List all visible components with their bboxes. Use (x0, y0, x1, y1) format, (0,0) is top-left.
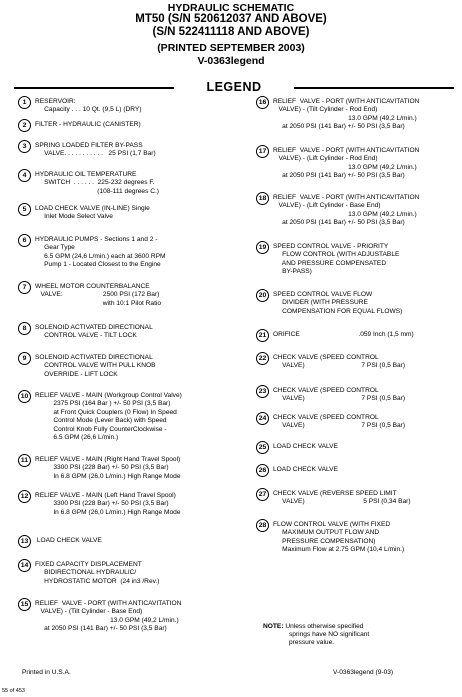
item-text-line: In 6.8 GPM (26,0 L/min.) High Range Mode (35, 472, 181, 480)
legend-title: LEGEND (206, 80, 262, 94)
item-text-line: WHEEL MOTOR COUNTERBALANCE (35, 283, 150, 290)
item-text-line: 13.0 GPM (49,2 L/min.) (273, 210, 417, 218)
item-text-line: FIXED CAPACITY DISPLACEMENT (35, 561, 142, 568)
document-code: V-0363legend (197, 55, 265, 67)
item-text-line: RELIEF VALVE - MAIN (Right Hand Travel Spool) (35, 456, 181, 463)
item-text-line: CHECK VALVE (SPEED CONTROL (273, 387, 379, 394)
printed-date: (PRINTED SEPTEMBER 2003) (157, 42, 305, 54)
item-number-badge: 7 (18, 281, 31, 294)
item-text-line: MAXIMUM OUTPUT FLOW AND (273, 529, 380, 537)
printed-in-label: Printed in U.S.A. (22, 669, 71, 676)
item-text-line: RELIEF VALVE - MAIN (Workgroup Control Valve) (35, 392, 182, 399)
item-number-badge: 23 (256, 385, 269, 398)
item-number-badge: 18 (256, 192, 269, 205)
item-number-badge: 15 (18, 598, 31, 611)
item-text-line: at Front Quick Couplers (0 Flow) In Speed (35, 408, 177, 416)
item-text-line: OVERRIDE - LIFT LOCK (35, 370, 118, 378)
item-number-badge: 19 (256, 241, 269, 254)
item-text-line: FLOW CONTROL VALVE (WITH FIXED (273, 521, 391, 528)
item-text-line: RESERVOIR: (35, 98, 76, 105)
item-number-badge: 17 (256, 145, 269, 158)
legend-heading (14, 80, 454, 94)
item-text-line: VALVE) - (Lift Cylinder - Base End) (273, 202, 381, 210)
item-text-line: 6.5 GPM (26,6 L/min.) (35, 434, 119, 441)
item-number-badge: 8 (18, 322, 31, 335)
item-text-line: 13.0 GPM (49,2 L/min.) (35, 616, 179, 624)
item-text-line: FILTER - HYDRAULIC (CANISTER) (35, 121, 141, 128)
item-number-badge: 6 (18, 234, 31, 247)
item-number-badge: 13 (18, 535, 31, 548)
item-text-line: HYDRAULIC OIL TEMPERATURE (35, 171, 137, 178)
item-text-line: VALVE: 2500 PSI (172 Bar) (35, 291, 160, 299)
item-number-badge: 26 (256, 464, 269, 477)
footer-code: V-0363legend (9-03) (333, 669, 394, 676)
item-text-line: CONTROL VALVE - TILT LOCK (35, 332, 137, 340)
item-number-badge: 21 (256, 329, 269, 342)
item-text-line: Gear Type (35, 244, 75, 252)
item-text-line: RELIEF VALVE - MAIN (Left Hand Travel Spool) (35, 492, 176, 499)
legend-rule-right (294, 87, 454, 89)
item-text-line: In 6.8 GPM (26,0 L/min.) High Range Mode (35, 508, 181, 516)
item-text-line: at 2050 PSI (141 Bar) +/- 50 PSI (3,5 Bar) (273, 219, 405, 227)
item-text-line: CHECK VALVE (SPEED CONTROL (273, 414, 379, 421)
item-text-line: at 2050 PSI (141 Bar) +/- 50 PSI (3,5 Bar) (273, 172, 405, 180)
item-number-badge: 5 (18, 203, 31, 216)
item-number-badge: 28 (256, 519, 269, 532)
item-text-line: SPRING LOADED FILTER BY-PASS (35, 142, 143, 149)
item-number-badge: 24 (256, 412, 269, 425)
item-number-badge: 12 (18, 490, 31, 503)
item-text-line: LOAD CHECK VALVE (IN-LINE) Single (35, 205, 150, 212)
item-number-badge: 27 (256, 488, 269, 501)
item-text-line: ORIFICE .059 Inch (1,5 mm) (273, 331, 414, 338)
item-number-badge: 9 (18, 352, 31, 365)
item-text-line: FLOW CONTROL (WITH ADJUSTABLE (273, 251, 400, 259)
item-text-line: RELIEF VALVE - PORT (WITH ANTICAVITATION (273, 98, 420, 105)
item-text-line: DIVIDER (WITH PRESSURE (273, 299, 368, 307)
item-text-line: SPEED CONTROL VALVE FLOW (273, 291, 373, 298)
item-text-line: Control Mode (Lever Back) with Speed (35, 417, 167, 425)
item-text-line: COMPENSATION FOR EQUAL FLOWS) (273, 307, 403, 315)
item-text-line: AND PRESSURE COMPENSATED (273, 259, 387, 267)
schematic-title: HYDRAULIC SCHEMATIC (167, 2, 295, 14)
note-line-2: springs have NO significant (289, 631, 370, 639)
item-text-line: VALVE) 7 PSI (0,5 Bar) (273, 362, 406, 370)
item-number-badge: 11 (18, 454, 31, 467)
item-text-line: 13.0 GPM (49,2 L/min.) (273, 114, 417, 122)
item-text-line: at 2050 PSI (141 Bar) +/- 50 PSI (3,5 Bar) (273, 123, 405, 131)
item-text-line: SOLENOID ACTIVATED DIRECTIONAL (35, 324, 153, 331)
item-number-badge: 20 (256, 289, 269, 302)
item-text-line: SOLENOID ACTIVATED DIRECTIONAL (35, 354, 153, 361)
item-number-badge: 1 (18, 96, 31, 109)
item-text-line: VALVE) - (Tilt Cylinder - Rod End) (273, 106, 378, 114)
item-text-line: VALVE) - (Tilt Cylinder - Base End) (35, 608, 143, 616)
item-text-line: at 2050 PSI (141 Bar) +/- 50 PSI (3,5 Bar) (35, 625, 167, 633)
item-text-line: CHECK VALVE (SPEED CONTROL (273, 354, 379, 361)
serial-line: (S/N 522411118 AND ABOVE) (152, 26, 310, 38)
item-text-line: LOAD CHECK VALVE (35, 537, 102, 544)
item-number-badge: 14 (18, 559, 31, 572)
model-serial-line: MT50 (S/N 520612037 AND ABOVE) (135, 13, 327, 25)
item-text-line: SWITCH . . . . . . 225-232 degrees F. (35, 179, 155, 187)
item-text-line: 3300 PSI (228 Bar) +/- 50 PSI (3,5 Bar) (35, 500, 169, 508)
item-text-line: VALVE) 7 PSI (0,5 Bar) (273, 422, 406, 430)
item-text-line: 6.5 GPM (24,6 L/min.) each at 3600 RPM (35, 252, 166, 260)
note-label: NOTE: (263, 623, 284, 630)
page-number: 55 of 453 (2, 688, 25, 694)
item-number-badge: 3 (18, 140, 31, 153)
item-text-line: RELIEF VALVE - PORT (WITH ANTICAVITATION (273, 147, 420, 154)
item-text-line: VALVE) 5 PSI (0,34 Bar) (273, 498, 411, 506)
item-text-line: BIDIRECTIONAL HYDRAULIC/ (35, 569, 137, 577)
item-text-line: Pump 1 - Located Closest to the Engine (35, 261, 161, 269)
item-text-line: Maximum Flow at 2.75 GPM (10,4 L/min.) (273, 546, 405, 554)
item-text-line: CONTROL VALVE WITH PULL KNOB (35, 362, 156, 370)
item-number-badge: 4 (18, 169, 31, 182)
note-block (263, 623, 369, 648)
item-text-line: 13.0 GPM (49,2 L/min.) (273, 163, 417, 171)
item-text-line: Inlet Mode Select Valve (35, 213, 113, 221)
item-text-line: Control Knob Fully CounterClockwise - (35, 425, 167, 433)
item-text-line: RELIEF VALVE - PORT (WITH ANTICAVITATION (35, 600, 182, 607)
item-text-line: with 10:1 Pilot Ratio (35, 299, 162, 307)
item-text-line: VALVE) 7 PSI (0,5 Bar) (273, 395, 406, 403)
item-text-line: SPEED CONTROL VALVE - PRIORITY (273, 243, 389, 250)
item-text-line: HYDROSTATIC MOTOR (24 in3 /Rev.) (35, 577, 160, 585)
item-number-badge: 10 (18, 390, 31, 403)
item-text-line: (108-111 degrees C.) (35, 187, 159, 195)
item-text-line: CHECK VALVE (REVERSE SPEED LIMIT (273, 490, 397, 497)
note-line-3: pressure value. (289, 639, 335, 647)
item-text-line: LOAD CHECK VALVE (273, 443, 338, 450)
item-text-line: Capacity . . . 10 Qt. (9,5 L) (DRY) (35, 106, 142, 114)
note-line-1: Unless otherwise specified (283, 623, 364, 630)
item-number-badge: 16 (256, 96, 269, 109)
item-text-line: VALVE. . . . . . . . . . . 25 PSI (1,7 Bar) (35, 150, 156, 158)
item-text-line: 2375 PSI (164 Bar ) +/- 50 PSI (3,5 Bar) (35, 400, 171, 408)
item-number-badge: 22 (256, 352, 269, 365)
item-text-line: 3300 PSI (228 Bar) +/- 50 PSI (3,5 Bar) (35, 464, 169, 472)
item-text-line: BY-PASS) (273, 268, 312, 276)
item-number-badge: 25 (256, 441, 269, 454)
item-text-line: PRESSURE COMPENSATION) (273, 537, 376, 545)
item-number-badge: 2 (18, 119, 31, 132)
item-text-line: RELIEF VALVE - PORT (WITH ANTICAVITATION (273, 194, 420, 201)
item-text-line: HYDRAULIC PUMPS - Sections 1 and 2 - (35, 236, 158, 243)
item-text-line: VALVE) - (Lift Cylinder - Rod End) (273, 155, 378, 163)
item-text-line: LOAD CHECK VALVE (273, 466, 338, 473)
